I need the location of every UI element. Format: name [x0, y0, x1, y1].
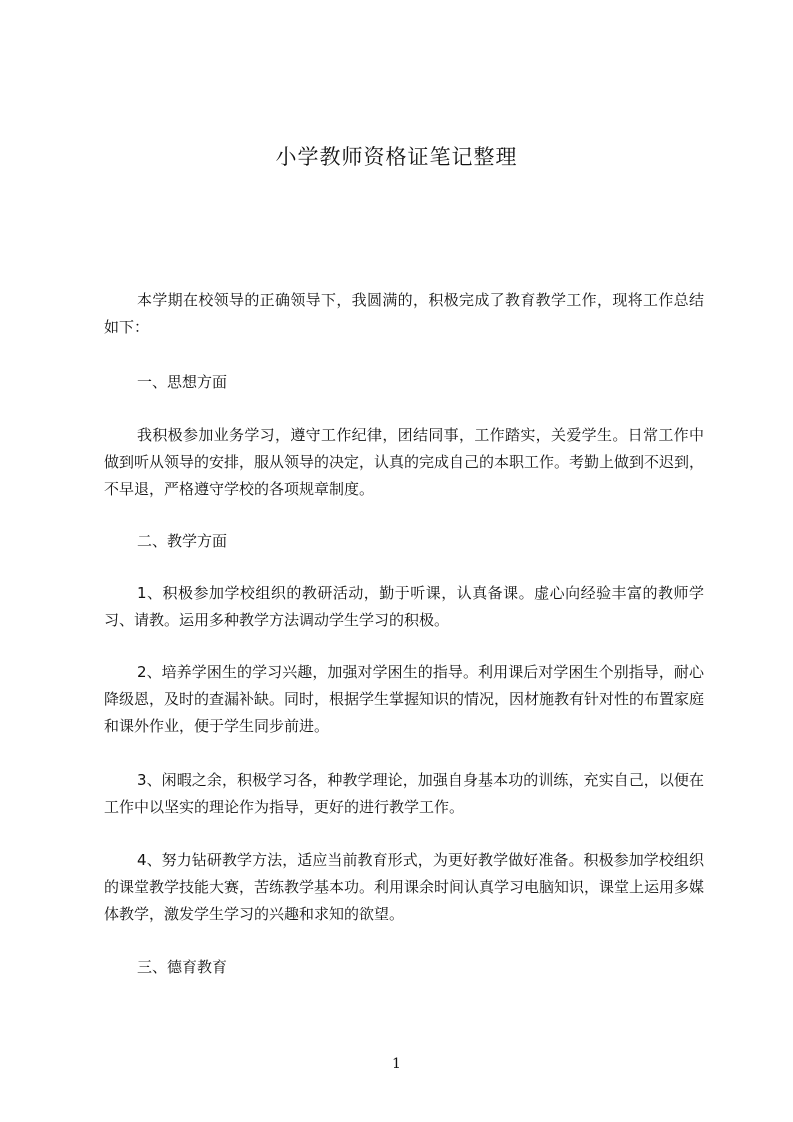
section-heading-teaching: 二、教学方面: [137, 532, 228, 550]
teaching-item-4: 4、努力钻研教学方法，适应当前教育形式，为更好教学做好准备。积极参加学校组织的课堂教学技能大赛，苦练教学基本功。利用课余时间认真学习电脑知识，课堂上运用多媒体教学，激发学生学习的兴趣和求知的欲望。: [104, 851, 705, 923]
document-title: 小学教师资格证笔记整理: [275, 145, 518, 169]
page-number: 1: [392, 1056, 401, 1072]
section-heading-thought: 一、思想方面: [137, 373, 228, 391]
section-heading-moral: 三、德育教育: [137, 958, 228, 976]
teaching-item-3: 3、闲暇之余，积极学习各，种教学理论，加强自身基本功的训练，充实自己，以便在工作中以坚实的理论作为指导，更好的进行教学工作。: [104, 771, 704, 816]
teaching-item-2: 2、培养学困生的学习兴趣，加强对学困生的指导。利用课后对学困生个别指导，耐心降级恩，及时的查漏补缺。同时，根据学生掌握知识的情况，因材施教有针对性的布置家庭和课外作业，便于学生同步前进。: [104, 663, 705, 735]
teaching-item-1: 1、积极参加学校组织的教研活动，勤于听课，认真备课。虚心向经验丰富的教师学习、请教。运用多种教学方法调动学生学习的积极。: [104, 584, 704, 629]
thought-paragraph: 我积极参加业务学习，遵守工作纪律，团结同事，工作踏实，关爱学生。日常工作中做到听从领导的安排，服从领导的决定，认真的完成自己的本职工作。考勤上做到不迟到，不早退，严格遵守学校的各项规章制度。: [104, 426, 705, 498]
intro-paragraph: 本学期在校领导的正确领导下，我圆满的，积极完成了教育教学工作，现将工作总结如下：: [104, 291, 704, 336]
